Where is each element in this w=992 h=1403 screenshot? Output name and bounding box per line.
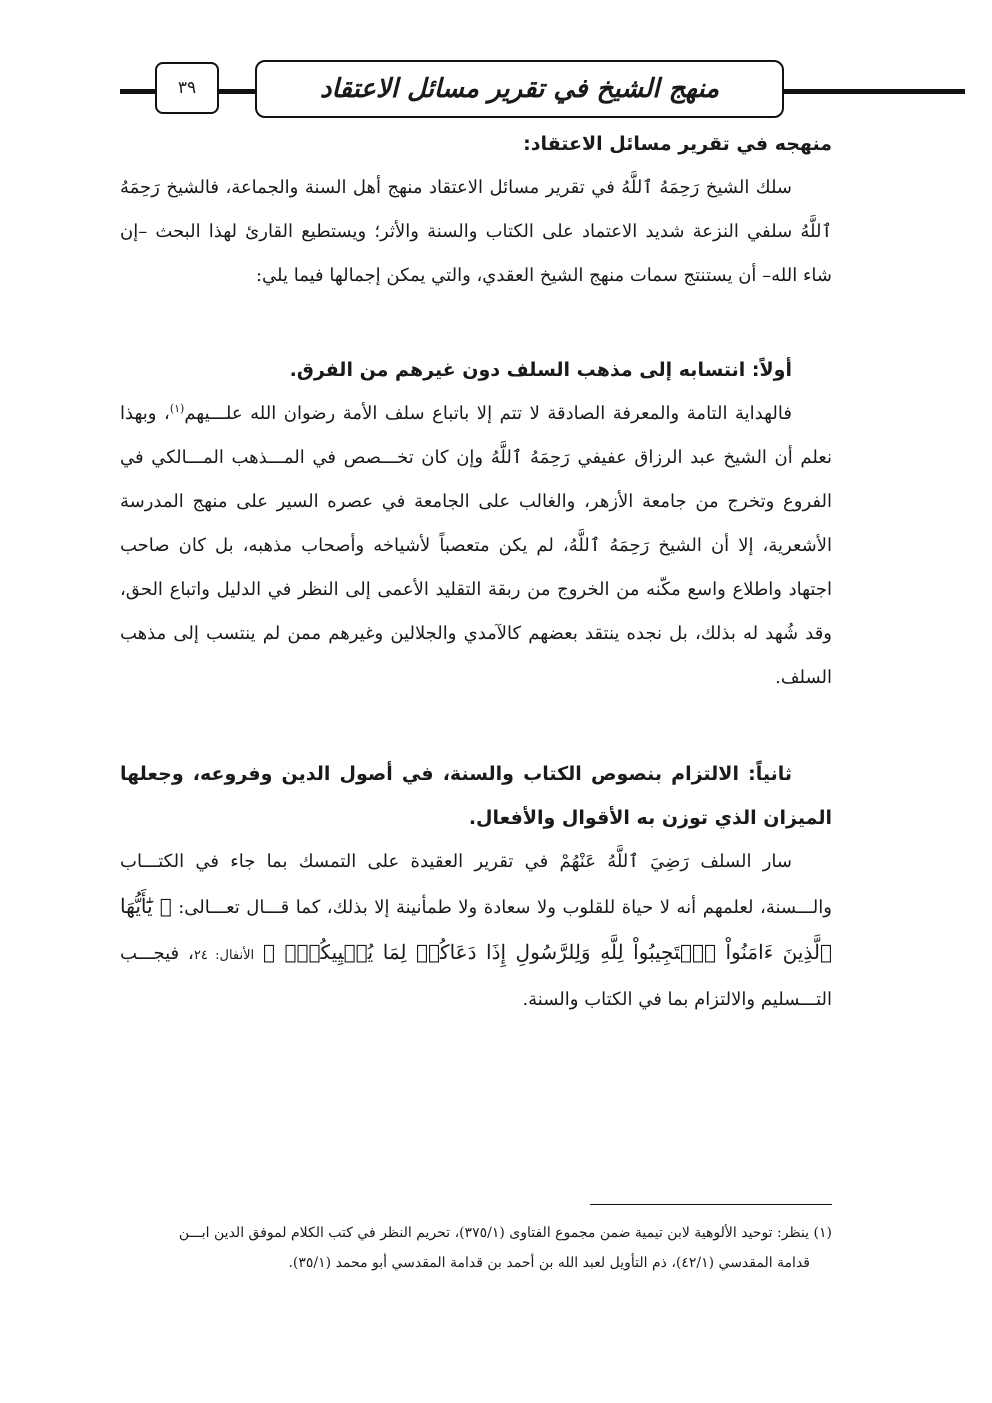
section1-block [120,348,832,700]
section1-text-end: ، وبهذا نعلم أن الشيخ عبد الرزاق عفيفي رَحِمَهُ ٱللَّهُ وإن كان تخـــصص في المـــذهب المـــالكي في الفروع وتخرج من جامعة الأزهر، والغالب على الجامعة في عصره السير على منهج المدرسة الأشعرية، إلا أن الشيخ رَحِمَهُ ٱللَّهُ، لم يكن متعصباً لأشياخه وأصحاب مذهبه، بل كان صاحب اجتهاد واطلاع واسع مكّنه من الخروج من ربقة التقليد الأعمى إلى النظر في الدليل واتباع الحق، وقد شُهد له بذلك، بل نجده ينتقد بعضهم كالآمدي والجلالين وغيرهم ممن لم ينتسب إلى مذهب السلف. [120,403,832,688]
running-title: منهج الشيخ في تقرير مسائل الاعتقاد [319,74,720,104]
page-number-box [155,62,219,114]
section2-text-end: ، فيجـــب التـــسليم والالتزام بما في الكتاب والسنة. [120,943,832,1010]
section1-paragraph [120,392,832,700]
footnote-ref-1[interactable]: (١) [169,402,185,415]
footnote-line-2: قدامة المقدسي (٤٢/١)، ذم التأويل لعبد الله بن أحمد بن قدامة المقدسي أبو محمد (٣٥/١). [288,1255,810,1271]
section2-heading: ثانياً: الالتزام بنصوص الكتاب والسنة، في أصول الدين وفروعه، وجعلها الميزان الذي توزن به الأقوال والأفعال. [120,763,832,829]
intro-block [120,122,832,298]
section1-text-start: فالهداية التامة والمعرفة الصادقة لا تتم إلا باتباع سلف الأمة رضوان الله علـــيهم [184,403,792,424]
section2-block [120,752,832,1022]
section2-paragraph [120,840,832,1022]
verse-reference: الأنفال: ٢٤ [193,948,255,963]
intro-heading: منهجه في تقرير مسائل الاعتقاد: [523,133,832,155]
footnote-line-1: (١) ينظر: توحيد الألوهية لابن تيمية ضمن مجموع الفتاوى (٣٧٥/١)، تحريم النظر في كتب الكلام لموفق الدين ابـــن [178,1225,832,1241]
footnote-rule [590,1204,832,1205]
quran-verse: ﴿ يَٰٓأَيُّهَا ٱلَّذِينَ ءَامَنُواْ ٱسۡتَجِيبُواْ لِلَّهِ وَلِلرَّسُولِ إِذَا دَعَاكُمۡ لِمَا يُحۡيِيكُمۡۖ ﴾ [120,894,833,964]
running-title-box [255,60,784,118]
page-number: ٣٩ [177,78,197,98]
header-line-right [782,89,965,94]
section2-text-start: سار السلف رَضِيَ ٱللَّهُ عَنْهُمْ في تقرير العقيدة على التمسك بما جاء في الكتـــاب والـــسنة، لعلمهم أنه لا حياة للقلوب ولا سعادة ولا طمأنينة إلا بذلك، كما قـــال تعـــالى: [120,851,832,918]
section1-heading: أولاً: انتسابه إلى مذهب السلف دون غيرهم من الفرق. [289,359,792,381]
intro-paragraph: سلك الشيخ رَحِمَهُ ٱللَّهُ في تقرير مسائل الاعتقاد منهج أهل السنة والجماعة، فالشيخ رَحِمَهُ ٱللَّهُ سلفي النزعة شديد الاعتماد على الكتاب والسنة والأثر؛ ويستطيع القارئ لهذا البحث –إن شاء الله– أن يستنتج سمات منهج الشيخ العقدي، والتي يمكن إجمالها فيما يلي: [120,177,832,286]
footnotes [120,1218,832,1278]
